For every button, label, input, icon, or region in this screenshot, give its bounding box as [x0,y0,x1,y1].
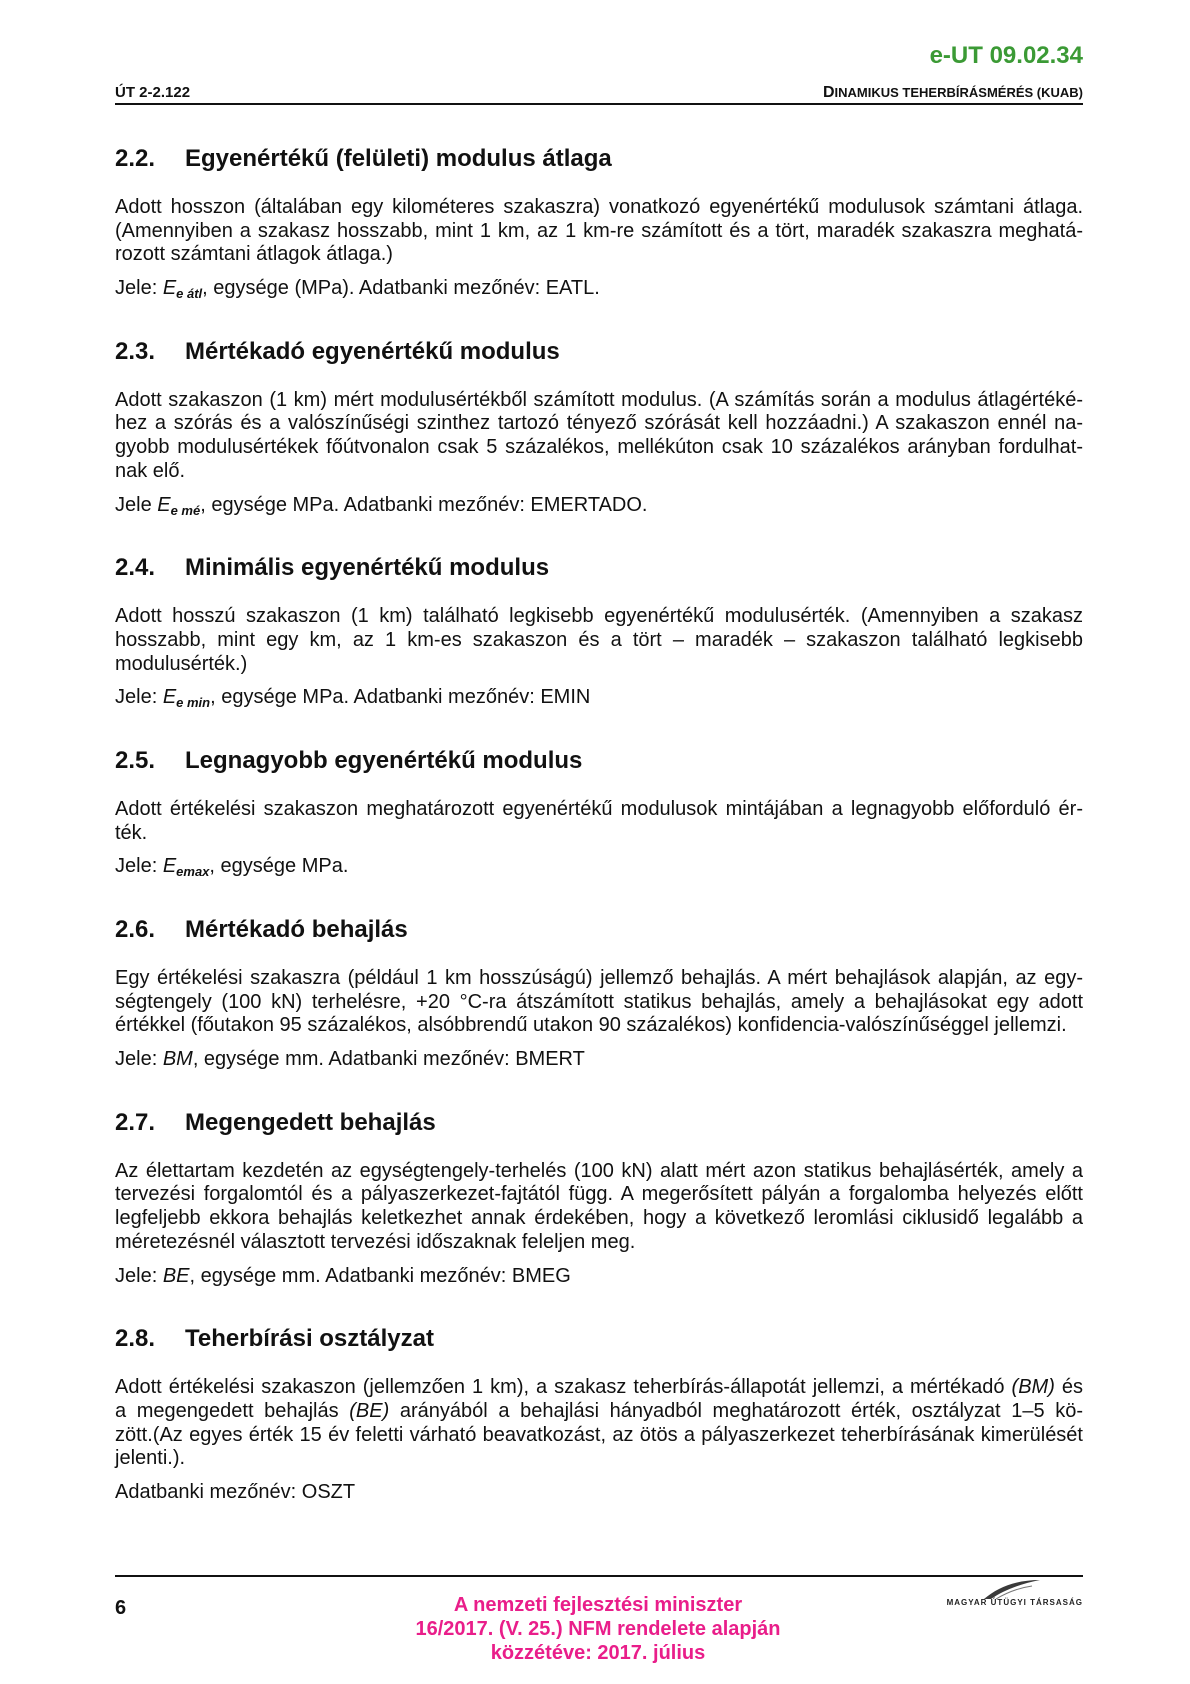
text-run: arányából a behajlási hányadból meghatározott érték, osztályzat 1–5 kö- [389,1399,1083,1422]
paragraph-line: Adott értékelési szakaszon meghatározott egyenértékű modulusok mintájában a legnagyobb előforduló ér- [115,797,1083,820]
paragraph-line: gyobb modulusértékek főútvonalon csak 5 százalékos, mellékúton csak 10 százalékos arányban fordulhat- [115,436,1083,459]
section-paragraph [115,605,1083,676]
text-run: Jele: [115,686,163,709]
paragraph-line: nak elő. [115,459,186,482]
paragraph-line: ték. [115,821,148,844]
footer-rule [115,1575,1083,1577]
header-rule [115,103,1083,105]
section-number: 2.6. [115,916,156,943]
section-paragraph [115,389,1083,484]
section-title: Teherbírási osztályzat [185,1325,434,1353]
society-logo [930,1578,1083,1618]
italic-symbol: (BE) [349,1399,390,1422]
italic-symbol: BM [162,1048,193,1071]
section-heading [115,338,1083,366]
text-run: Jele: [115,277,163,300]
symbol-note [115,494,1083,518]
paragraph-line [115,1376,1083,1400]
paragraph-line: tervezési forgalomtól és a pályaszerkezet-fajtától függ. A megerősített pályán a forgalomba helyezés előtt [115,1183,1083,1206]
symbol-note [115,686,1083,710]
section-title: Megengedett behajlás [185,1108,436,1136]
section-paragraph [115,798,1083,845]
paragraph-line: értékkel (főutakon 95 százalékos, alsóbbrendű utakon 90 százalékos) konfidencia-valószínűséggel jellemzi. [115,1014,1067,1037]
section-paragraph [115,1160,1083,1255]
paragraph-line: modulusérték.) [115,652,248,675]
symbol-note: Adatbanki mezőnév: OSZT [115,1480,356,1503]
road-swoosh-icon [982,1578,1042,1600]
section-heading [115,145,1083,173]
standard-title: DINAMIKUS TEHERBÍRÁSMÉRÉS (KUAB) [822,84,1083,101]
paragraph-line: jelenti.). [115,1447,186,1470]
paragraph-line [115,1400,1083,1424]
paragraph-line: ségtengely (100 kN) terhelésre, +20 °C-ra átszámított statikus behajlás, amely a behajlásokat egy adott [115,990,1083,1013]
section [115,145,1083,301]
paragraph-line: hosszabb, mint egy km, az 1 km-es szakaszon és a tört – maradék – szakaszon található legkisebb [115,628,1083,651]
running-header [115,84,1083,102]
text-run: , egysége mm. Adatbanki mezőnév: BMEG [189,1264,571,1287]
section-paragraph [115,196,1083,267]
text-run: Jele: [115,855,163,878]
text-run: , egysége MPa. Adatbanki mezőnév: EMIN [210,686,591,709]
paragraph-line: (Amennyiben a szakasz hosszabb, mint 1 km, az 1 km-re számított és a tört, maradék szakaszra meghatá- [115,219,1083,242]
section [115,916,1083,1072]
text-run: Jele [115,493,158,516]
text-run: , egysége mm. Adatbanki mezőnév: BMERT [192,1048,585,1071]
section-heading [115,1325,1083,1353]
publication-note-line: A nemzeti fejlesztési miniszter [453,1594,743,1616]
publication-note [398,1593,798,1665]
section [115,747,1083,879]
symbol-note [115,277,1083,301]
symbol-subscript: e átl [176,286,203,302]
section-paragraph [115,967,1083,1038]
paragraph-line: Egy értékelési szakaszra (például 1 km hosszúságú) jellemző behajlás. A mért behajlások alapján, az egy- [115,967,1083,989]
text-run: és [1054,1376,1083,1399]
main-content [115,145,1083,1542]
section-number: 2.2. [115,145,156,172]
text-run: , egysége MPa. [209,855,349,878]
section-title: Egyenértékű (felületi) modulus átlaga [185,145,612,172]
paragraph-line: rozott számtani átlagok átlaga.) [115,243,393,266]
section [115,554,1083,710]
paragraph-line: méretezésnél választott tervezési időszaknak feleljen meg. [115,1230,636,1253]
paragraph-line: Az élettartam kezdetén az egységtengely-terhelés (100 kN) alatt mért azon statikus behajlásérték, amely a [115,1159,1083,1182]
italic-symbol: E [162,277,177,300]
symbol-note [115,1265,1083,1289]
italic-symbol: E [162,686,177,709]
italic-symbol: E [157,493,171,516]
section-title: Mértékadó behajlás [185,916,408,943]
publication-note-line: közzétéve: 2017. július [490,1642,706,1664]
paragraph-line: Adott hosszon (általában egy kilométeres szakaszra) vonatkozó egyenértékű modulusok számtani átlaga. [115,196,1083,218]
symbol-subscript: e min [176,695,211,711]
page-number: 6 [115,1597,127,1619]
section-title: Legnagyobb egyenértékű modulus [185,746,583,774]
paragraph-line: legfeljebb ekkora behajlás keletkezhet annak érdekében, hogy a következő leromlási ciklusidő legalább a [115,1207,1083,1230]
symbol-note [115,855,1083,879]
text-run: , egysége MPa. Adatbanki mezőnév: EMERTADO. [200,493,648,516]
text-run: Adott értékelési szakaszon (jellemzően 1 km), a szakasz teherbírás-állapotát jellemzi, a mértékadó [115,1376,1012,1399]
paragraph-line: hez a szórás és a valószínűségi szinthez tartozó tényező szórását kell hozzáadni.) A szakaszon ennél na- [115,412,1083,435]
symbol-subscript: emax [176,864,210,880]
section-title: Mértékadó egyenértékű modulus [185,337,560,365]
section-heading [115,1109,1083,1137]
symbol-note [115,1048,1083,1072]
section-heading [115,916,1083,944]
paragraph-line: Adott hosszú szakaszon (1 km) található legkisebb egyenértékű modulusérték. (Amennyiben a szakasz [115,605,1083,628]
section [115,1325,1083,1504]
text-run: Jele: [115,1048,163,1071]
doc-code: e-UT 09.02.34 [929,42,1083,69]
section-paragraph [115,1376,1083,1471]
section [115,1109,1083,1288]
italic-symbol: E [162,855,177,878]
section-heading [115,747,1083,775]
symbol-subscript: e mé [170,502,201,518]
text-run: Jele: [115,1264,163,1287]
paragraph-line: zött.(Az egyes érték 15 év feletti várható beavatkozást, az ötös a pályaszerkezet teherbírásának kimerülését [115,1423,1083,1446]
italic-symbol: (BM) [1011,1376,1055,1399]
section-number: 2.3. [115,337,156,365]
section-number: 2.8. [115,1325,156,1353]
text-run: , egysége (MPa). Adatbanki mezőnév: EATL. [202,277,600,300]
section-title: Minimális egyenértékű modulus [185,554,550,582]
paragraph-line: Adott szakaszon (1 km) mért modulusértékből számított modulus. (A számítás során a modulus átlagértéké- [115,388,1083,411]
logo-text: MAGYAR ÚTÜGYI TÁRSASÁG [946,1598,1083,1607]
section-number: 2.4. [115,554,156,582]
section-heading [115,554,1083,582]
section-number: 2.5. [115,746,156,774]
section-number: 2.7. [115,1108,156,1136]
text-run: a megengedett behajlás [115,1399,350,1422]
italic-symbol: BE [162,1264,190,1287]
publication-note-line: 16/2017. (V. 25.) NFM rendelete alapján [415,1618,781,1640]
standard-number: ÚT 2-2.122 [115,84,191,101]
section [115,338,1083,517]
